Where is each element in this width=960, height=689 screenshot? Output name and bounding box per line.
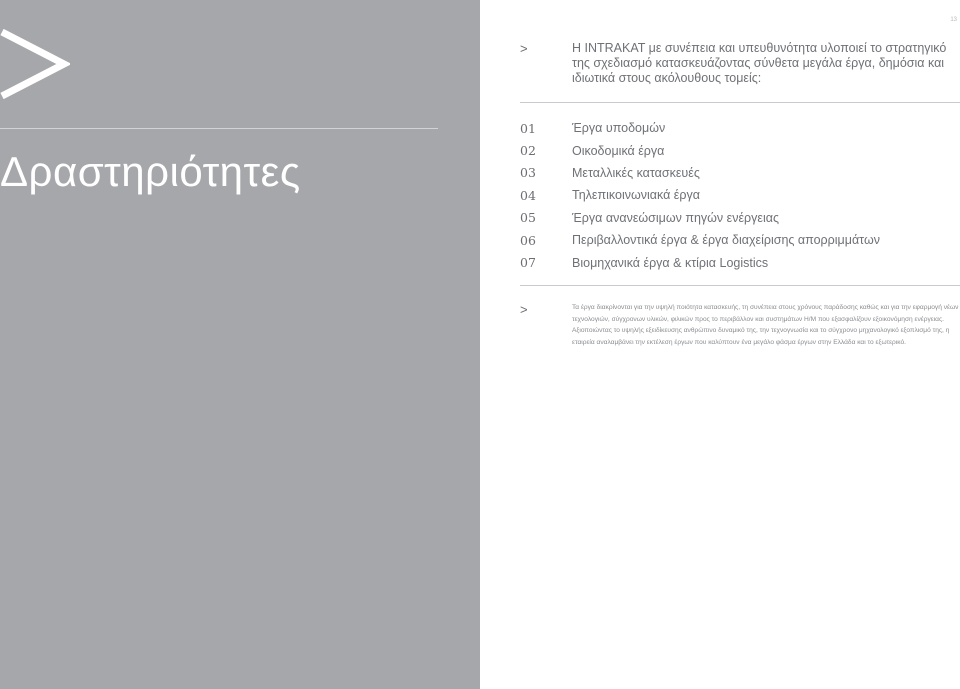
sector-label: Έργα ανανεώσιμων πηγών ενέργειας [572,210,779,225]
sector-label: Έργα υποδομών [572,121,666,136]
sector-label: Βιομηχανικά έργα & κτίρια Logistics [572,255,769,270]
sector-list [520,117,880,274]
list-item [520,117,880,139]
list-item [520,162,880,184]
page-number: 13 [950,17,957,23]
intro-marker: > [520,41,528,56]
sector-label: Μεταλλικές κατασκευές [572,165,700,180]
sector-number: 05 [520,210,536,226]
sector-number: 07 [520,255,536,271]
divider [520,102,960,103]
sector-number: 03 [520,165,536,181]
list-item [520,251,880,273]
sector-number: 04 [520,187,536,203]
list-item [520,184,880,206]
sector-label: Οικοδομικά έργα [572,143,665,158]
list-item [520,139,880,161]
intro-text: Η INTRAKAT με συνέπεια και υπευθυνότητα υλοποιεί το στρατηγικό της σχεδιασμό κατασκευάζοντας σύνθετα μεγάλα έργα, δημόσια και ιδιωτικά στους ακόλουθους τομείς: [572,41,947,85]
body-text: Τα έργα διακρίνονται για την υψηλή ποιότητα κατασκευής, τη συνέπεια στους χρόνους παράδοσης καθώς και για την εφαρμογή νέων τεχνολογιών, σύγχρονων υλικών, φιλικών προς το περιβάλλον και συστημάτων Η/Μ που εξασφαλίζουν εξοικονόμηση ενέργειας. Αξιοποιώντας το υψηλής εξειδίκευσης ανθρώπινο δυναμικό της, την τεχνογνωσία και το σύγχρονο μηχανολογικό εξοπλισμό της, η εταιρεία αναλαμβάνει την εκτέλεση έργων που καλύπτουν ένα μεγάλο φάσμα έργων στην Ελλάδα και το εξωτερικό. [572,304,959,346]
list-item [520,229,880,251]
list-item [520,207,880,229]
divider [520,285,960,286]
sector-label: Τηλεπικοινωνιακά έργα [572,188,700,203]
sector-number: 01 [520,120,536,136]
sector-number: 06 [520,232,536,248]
chevron-right-icon [0,24,70,104]
page-title: Δραστηριότητες [0,148,301,195]
body-marker: > [520,302,528,317]
divider [0,128,438,129]
sector-number: 02 [520,143,536,159]
sector-label: Περιβαλλοντικά έργα & έργα διαχείρισης απορριμμάτων [572,233,880,248]
